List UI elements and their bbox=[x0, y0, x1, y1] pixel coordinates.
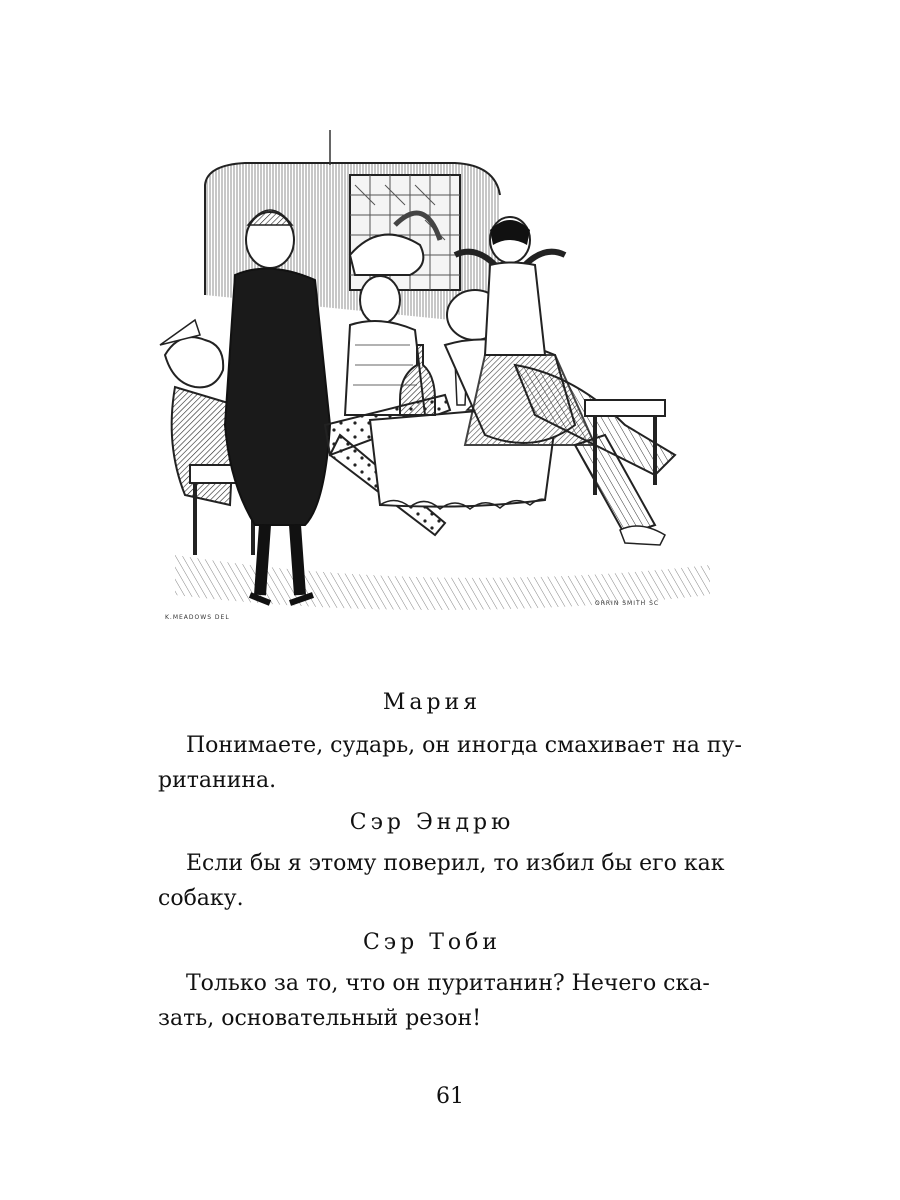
speech-line: Только за то, что он пуританин? Нечего ска- bbox=[186, 971, 710, 996]
speech-line: зать, основательный резон! bbox=[158, 1006, 482, 1031]
speaker-name: Сэр Тоби bbox=[362, 930, 502, 955]
speech-paragraph bbox=[158, 966, 710, 1036]
speaker-name: Сэр Эндрю bbox=[349, 810, 515, 835]
speech-line: Если бы я этому поверил, то избил бы его как bbox=[186, 851, 725, 876]
page-number: 61 bbox=[436, 1084, 464, 1109]
speech-line: Понимаете, сударь, он иногда смахивает на пу- bbox=[186, 733, 742, 758]
speech-paragraph bbox=[158, 728, 742, 798]
svg-text:ORRIN SMITH SC: ORRIN SMITH SC bbox=[595, 600, 660, 607]
svg-text:K.MEADOWS DEL: K.MEADOWS DEL bbox=[165, 614, 230, 621]
speech-paragraph bbox=[158, 846, 725, 916]
tavern-scene-engraving bbox=[155, 125, 710, 625]
engraving-illustration bbox=[155, 125, 710, 625]
speaker-name: Мария bbox=[382, 690, 482, 715]
speech-line: ританина. bbox=[158, 768, 277, 793]
speech-line: собаку. bbox=[158, 886, 244, 911]
